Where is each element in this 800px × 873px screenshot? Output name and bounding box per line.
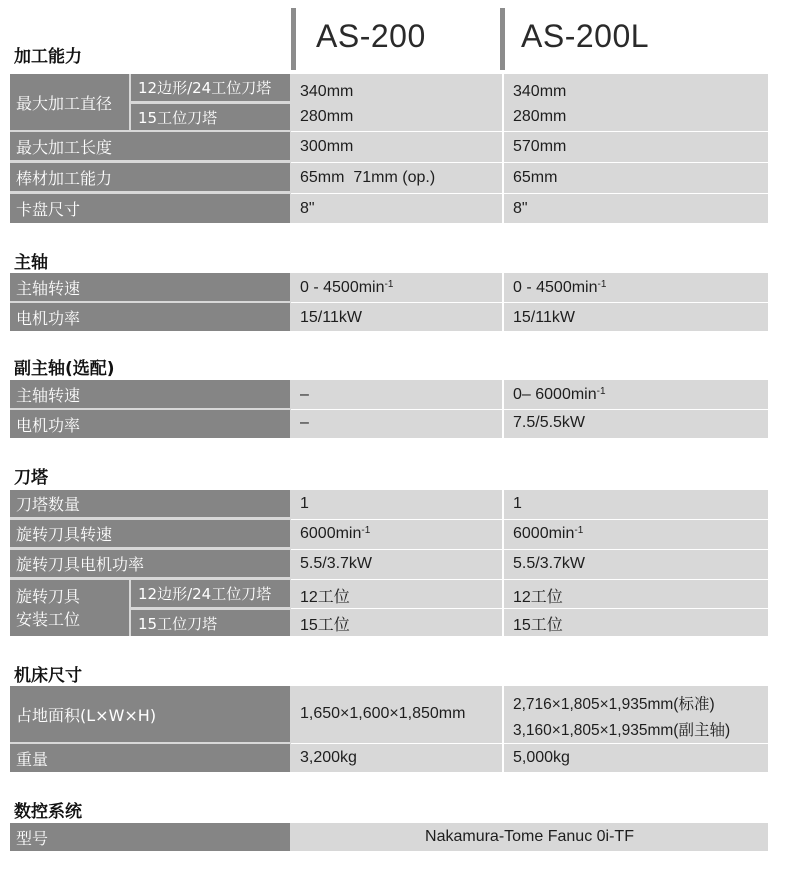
column-divider xyxy=(502,490,504,636)
spindle-speed-as200: $0 - 4500\min^{-1}$ xyxy=(300,279,394,296)
turret-count-label: 刀塔数量 xyxy=(10,490,290,517)
row-divider xyxy=(291,302,768,303)
spindle-speed-label: 主轴转速 xyxy=(10,273,290,301)
tool-stations-15-as200l: 15工位 xyxy=(513,617,563,634)
column-divider xyxy=(502,686,504,772)
row-divider xyxy=(291,743,768,744)
model-divider-2 xyxy=(500,8,505,70)
model-divider-1 xyxy=(291,8,296,70)
max-diameter-24-as200l: 340mm xyxy=(513,83,567,100)
sub-spindle-speed-label: 主轴转速 xyxy=(10,380,290,408)
row-divider xyxy=(291,131,768,132)
spindle-power-as200: 15/11kW xyxy=(300,309,362,326)
chuck-size-as200l: 8" xyxy=(513,200,528,217)
max-diameter-15-as200l: 280mm xyxy=(513,108,567,125)
max-diameter-15-as200: 280mm xyxy=(300,108,354,125)
weight-label: 重量 xyxy=(10,744,290,772)
footprint-as200l-sub-spindle: 3,160×1,805×1,935mm(副主轴) xyxy=(513,722,731,739)
tool-speed-as200l: $6000\min^{-1}$ xyxy=(513,525,584,542)
footprint-as200l-standard: 2,716×1,805×1,935mm(标准) xyxy=(513,696,715,713)
model-as200: AS-200 xyxy=(316,18,426,54)
tool-power-label: 旋转刀具电机功率 xyxy=(10,550,290,577)
max-diameter-sub-24-turret: 12边形/24工位刀塔 xyxy=(131,74,290,101)
weight-as200l: 5,000kg xyxy=(513,749,570,766)
max-length-label: 最大加工长度 xyxy=(10,132,290,160)
max-diameter-sub-15-turret: 15工位刀塔 xyxy=(131,104,290,130)
section-title-machining: 加工能力 xyxy=(14,47,82,67)
chuck-size-label: 卡盘尺寸 xyxy=(10,194,290,223)
weight-as200: 3,200kg xyxy=(300,749,357,766)
cnc-model-value: Nakamura-Tome Fanuc 0i-TF xyxy=(425,828,634,845)
footprint-label: 占地面积(L×W×H) xyxy=(10,686,290,742)
spindle-speed-as200l: $0 - 4500\min^{-1}$ xyxy=(513,279,607,296)
section-title-turret: 刀塔 xyxy=(14,468,48,488)
chuck-size-as200: 8" xyxy=(300,200,315,217)
bar-capacity-as200l: 65mm xyxy=(513,169,558,186)
tool-stations-15-as200: 15工位 xyxy=(300,617,350,634)
tool-stations-sub-15-turret: 15工位刀塔 xyxy=(131,610,290,636)
tool-stations-24-as200: 12工位 xyxy=(300,589,350,606)
turret-count-as200l: 1 xyxy=(513,495,522,512)
cnc-model-label: 型号 xyxy=(10,823,290,851)
max-diameter-label: 最大加工直径 xyxy=(10,74,129,130)
tool-power-as200l: 5.5/3.7kW xyxy=(513,555,586,572)
row-divider xyxy=(291,519,768,520)
sub-spindle-power-label: 电机功率 xyxy=(10,410,290,438)
row-divider xyxy=(291,579,768,580)
tool-power-as200: 5.5/3.7kW xyxy=(300,555,373,572)
sub-spindle-speed-as200l: 0– $6000\min^{-1}$ xyxy=(513,386,606,403)
section-title-sub-spindle: 副主轴(选配) xyxy=(14,359,115,379)
model-as200l: AS-200L xyxy=(521,18,650,54)
spindle-power-as200l: 15/11kW xyxy=(513,309,575,326)
turret-count-as200: 1 xyxy=(300,495,309,512)
bar-capacity-as200: 65mm 71mm (op.) xyxy=(300,169,436,186)
bar-capacity-label: 棒材加工能力 xyxy=(10,163,290,191)
max-length-as200l: 570mm xyxy=(513,138,567,155)
tool-stations-24-as200l: 12工位 xyxy=(513,589,563,606)
sub-spindle-power-as200: – xyxy=(300,414,309,431)
row-divider xyxy=(291,409,768,410)
row-divider xyxy=(291,193,768,194)
row-divider xyxy=(291,162,768,163)
section-title-spindle: 主轴 xyxy=(14,253,48,273)
tool-stations-sub-24-turret: 12边形/24工位刀塔 xyxy=(131,580,290,607)
tool-stations-label: 旋转刀具 安装工位 xyxy=(10,580,129,636)
spindle-power-label: 电机功率 xyxy=(10,303,290,331)
tool-speed-as200: $6000\min^{-1}$ xyxy=(300,525,371,542)
section-title-dimensions: 机床尺寸 xyxy=(14,666,82,686)
footprint-as200: 1,650×1,600×1,850mm xyxy=(300,705,466,722)
max-length-as200: 300mm xyxy=(300,138,354,155)
max-diameter-24-as200: 340mm xyxy=(300,83,354,100)
row-divider xyxy=(291,608,768,609)
section-title-cnc: 数控系统 xyxy=(14,802,82,822)
sub-spindle-power-as200l: 7.5/5.5kW xyxy=(513,414,586,431)
row-divider xyxy=(291,549,768,550)
tool-speed-label: 旋转刀具转速 xyxy=(10,520,290,547)
sub-spindle-speed-as200: – xyxy=(300,386,309,403)
column-divider xyxy=(502,74,504,223)
